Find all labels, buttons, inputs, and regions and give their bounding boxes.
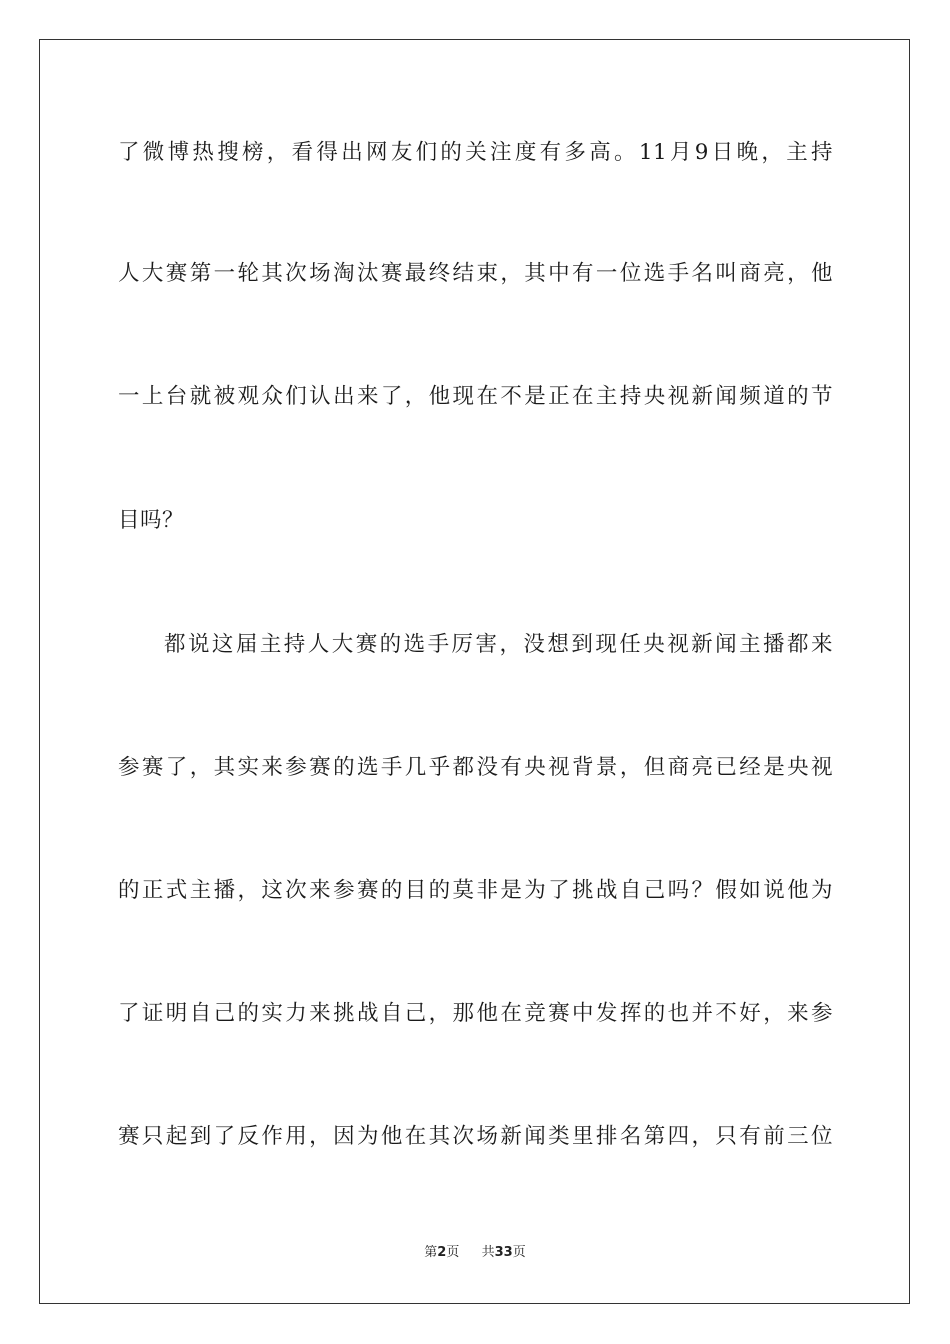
footer-page-suffix: 页: [446, 1245, 460, 1260]
text-line-7: 的正式主播，这次来参赛的目的莫非是为了挑战自己吗？假如说他为: [118, 878, 833, 903]
text-line-6: 参赛了，其实来参赛的选手几乎都没有央视背景，但商亮已经是央视: [118, 755, 833, 780]
footer-total-number: 33: [494, 1245, 513, 1260]
text-line-3: 一上台就被观众们认出来了，他现在不是正在主持央视新闻频道的节: [118, 384, 833, 409]
footer-total-suffix: 页: [512, 1245, 526, 1260]
text-line-4: 目吗？: [118, 508, 185, 533]
footer-total-prefix: 共: [481, 1245, 495, 1260]
text-line-8: 了证明自己的实力来挑战自己，那他在竞赛中发挥的也并不好，来参: [118, 1001, 833, 1026]
footer-page-prefix: 第: [424, 1245, 438, 1260]
page-footer: [0, 1244, 950, 1262]
page-border: [39, 39, 910, 1304]
text-line-2: 人大赛第一轮其次场淘汰赛最终结束，其中有一位选手名叫商亮，他: [118, 261, 833, 286]
footer-page-number: 2: [437, 1245, 447, 1260]
paragraph-2-line-1: 都说这届主持人大赛的选手厉害，没想到现任央视新闻主播都来: [164, 632, 833, 657]
text-line-9: 赛只起到了反作用，因为他在其次场新闻类里排名第四，只有前三位: [118, 1124, 833, 1149]
text-line-1: 了微博热搜榜，看得出网友们的关注度有多高。11月9日晚，主持: [118, 140, 833, 165]
